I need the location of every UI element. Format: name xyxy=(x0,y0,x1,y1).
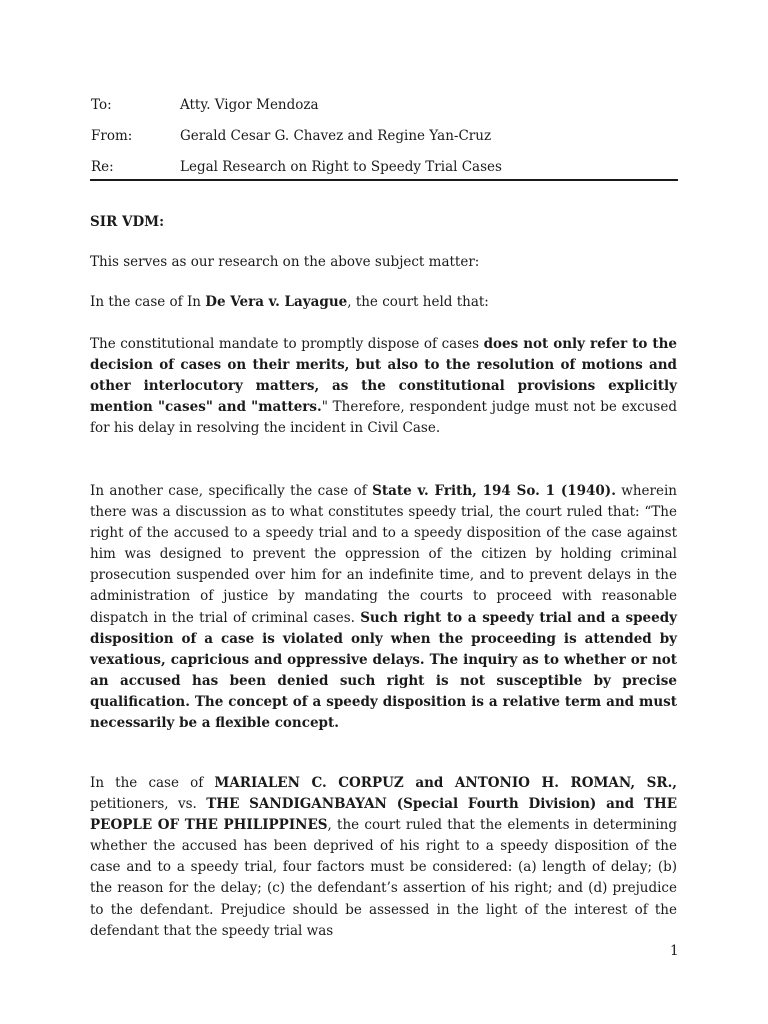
paragraph-state-v-frith xyxy=(90,481,677,734)
from-label: From: xyxy=(91,128,133,144)
page-number: 1 xyxy=(670,943,679,959)
re-value: Legal Research on Right to Speedy Trial Cases xyxy=(180,159,502,175)
salutation: SIR VDM: xyxy=(90,214,165,230)
paragraph-de-vera xyxy=(90,292,677,313)
p3-bold-holding: Such right to a speedy trial and a speedy disposition of a case is violated only when the proceeding is attended by vexatious, capricious and oppressive delays. The inquiry as to whether or not an accused has been denied such right is not susceptible by precise qualification. The concept of a speedy disposition is a relative term and must necessarily be a flexible concept. xyxy=(90,609,677,732)
p4-text-a: In the case of xyxy=(90,775,215,791)
paragraph-constitutional-mandate xyxy=(90,334,677,439)
from-value: Gerald Cesar G. Chavez and Regine Yan-Cruz xyxy=(180,128,492,144)
p1-text-a: In the case of In xyxy=(90,294,206,310)
re-label: Re: xyxy=(91,159,114,175)
intro-paragraph: This serves as our research on the above subject matter: xyxy=(90,254,480,270)
p2-text-a: The constitutional mandate to promptly dispose of cases xyxy=(90,336,484,352)
p3-case-citation: State v. Frith, 194 So. 1 (1940). xyxy=(372,483,616,499)
p2-text-c: " Therefore, respondent judge must not be excused for his delay in resolving the incident in Civil Case. xyxy=(90,399,677,437)
p2-bold-text: does not only refer to the decision of cases on their merits, but also to the resolution of motions and other interlocutory matters, as the constitutional provisions explicitly mention "cases" and "matters. xyxy=(90,336,677,416)
to-value: Atty. Vigor Mendoza xyxy=(180,97,319,113)
p3-text-a: In another case, specifically the case of xyxy=(90,483,373,499)
header-divider xyxy=(90,179,678,181)
p4-text-e: , the court ruled that the elements in determining whether the accused has been deprived of his right to a speedy disposition of the case and to a speedy trial, four factors must be considered: (a) length of delay; (b) the reason for the delay; (c) the defendant’s assertion of his right; and (d) prejudice to the defendant. Prejudice should be assessed in the light of the interest of the defendant that the speedy trial was xyxy=(90,817,677,939)
p4-text-c: petitioners, vs. xyxy=(90,796,207,813)
p4-petitioners: MARIALEN C. CORPUZ and ANTONIO H. ROMAN, SR., xyxy=(214,775,677,791)
paragraph-corpuz-v-sandiganbayan xyxy=(90,773,677,942)
p4-respondents: THE SANDIGANBAYAN (Special Fourth Division) and THE PEOPLE OF THE PHILIPPINES xyxy=(90,796,678,834)
p1-case-name: De Vera v. Layague xyxy=(205,294,348,310)
to-label: To: xyxy=(91,97,112,113)
p3-text-c: wherein there was a discussion as to what constitutes speedy trial, the court ruled that: “The right of the accused to a speedy trial and to a speedy disposition of the case against him was designed to prevent the oppression of the citizen by holding criminal prosecution suspended over him for an indefinite time, and to prevent delays in the administration of justice by mandating the courts to proceed with reasonable dispatch in the trial of criminal cases. xyxy=(90,483,677,626)
p1-text-c: , the court held that: xyxy=(347,294,489,310)
